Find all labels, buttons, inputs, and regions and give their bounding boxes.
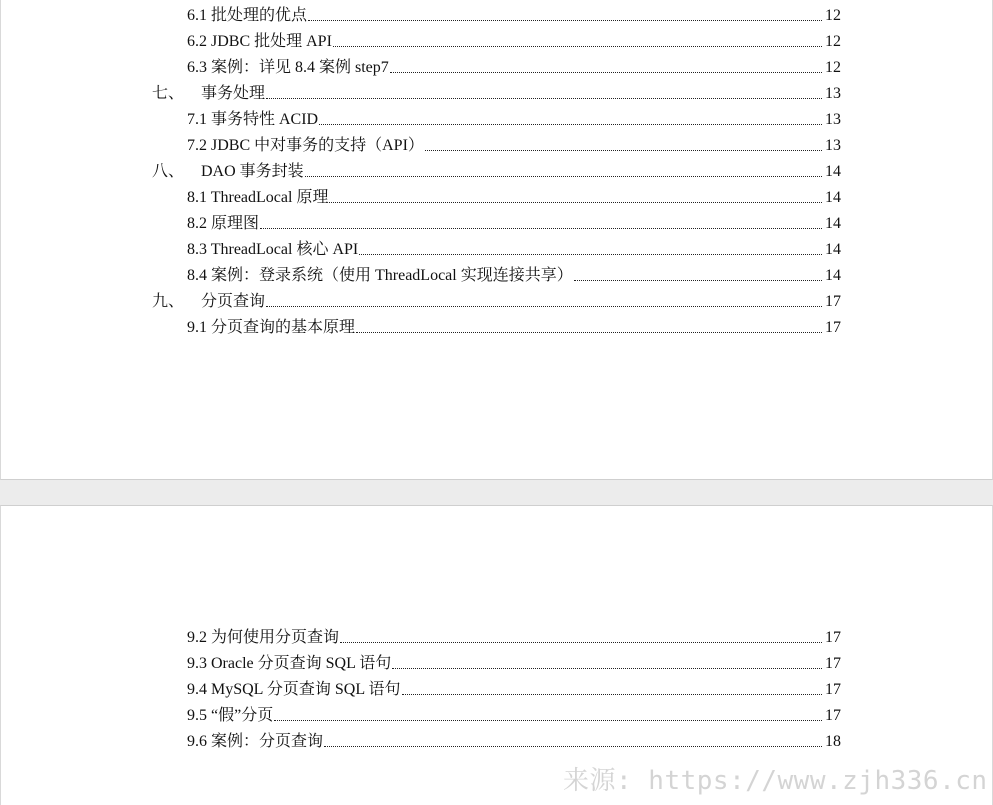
toc-entry[interactable] <box>187 674 841 700</box>
toc-entry-title: 9.1 分页查询的基本原理 <box>187 319 356 336</box>
toc-dot-leader <box>425 150 822 151</box>
toc-entry[interactable] <box>152 156 841 182</box>
toc-entry-title: 事务处理 <box>201 85 266 102</box>
toc-dot-leader <box>260 228 822 229</box>
toc-entry-page-number: 14 <box>825 163 841 180</box>
toc-entry-page-number: 17 <box>825 707 841 724</box>
toc-entry-title: 8.3 ThreadLocal 核心 API <box>187 241 359 258</box>
toc-dot-leader <box>266 98 822 99</box>
toc-entry[interactable] <box>187 26 841 52</box>
toc-entry[interactable] <box>187 234 841 260</box>
toc-entry[interactable] <box>187 726 841 752</box>
toc-entry-title: 8.4 案例：登录系统（使用 ThreadLocal 实现连接共享） <box>187 267 573 284</box>
toc-dot-leader <box>305 176 822 177</box>
toc-entry-page-number: 13 <box>825 85 841 102</box>
toc-entry-page-number: 12 <box>825 7 841 24</box>
toc-entry-page-number: 18 <box>825 733 841 750</box>
toc-entry[interactable] <box>187 648 841 674</box>
toc-entry-title: 9.4 MySQL 分页查询 SQL 语句 <box>187 681 401 698</box>
toc-entry-page-number: 12 <box>825 59 841 76</box>
toc-dot-leader <box>333 46 822 47</box>
toc-entry-title: 8.2 原理图 <box>187 215 260 232</box>
toc-entry-page-number: 13 <box>825 137 841 154</box>
toc-entry-page-number: 12 <box>825 33 841 50</box>
toc-entry-page-number: 14 <box>825 189 841 206</box>
toc-dot-leader <box>308 20 822 21</box>
toc-entry[interactable] <box>187 0 841 26</box>
toc-entry-title: 6.1 批处理的优点 <box>187 7 308 24</box>
toc-entry-page-number: 17 <box>825 629 841 646</box>
toc-entry-title: 9.2 为何使用分页查询 <box>187 629 340 646</box>
toc-entry[interactable] <box>187 130 841 156</box>
toc-entry-number: 七、 <box>152 85 185 102</box>
source-watermark: 来源: https://www.zjh336.cn <box>563 766 988 796</box>
toc-dot-leader <box>266 306 822 307</box>
toc-dot-leader <box>340 642 822 643</box>
toc-entry-title: 7.1 事务特性 ACID <box>187 111 319 128</box>
toc-entry[interactable] <box>187 208 841 234</box>
toc-dot-leader <box>574 280 822 281</box>
toc-dot-leader <box>319 124 822 125</box>
toc-dot-leader <box>324 746 822 747</box>
toc-entry-title: DAO 事务封装 <box>201 163 304 180</box>
toc-dot-leader <box>390 72 822 73</box>
toc-entry-title: 9.5 “假”分页 <box>187 707 274 724</box>
toc-entry[interactable] <box>152 286 841 312</box>
toc-entry-page-number: 14 <box>825 241 841 258</box>
toc-entry-number: 九、 <box>152 293 185 310</box>
toc-entry-title: 分页查询 <box>201 293 266 310</box>
toc-entry[interactable] <box>187 700 841 726</box>
toc-entry-title: 6.3 案例：详见 8.4 案例 step7 <box>187 59 389 76</box>
toc-dot-leader <box>392 668 822 669</box>
toc-entry[interactable] <box>187 182 841 208</box>
toc-entry-title: 7.2 JDBC 中对事务的支持（API） <box>187 137 424 154</box>
toc-dot-leader <box>356 332 822 333</box>
toc-entry-number: 八、 <box>152 163 185 180</box>
toc-entry[interactable] <box>187 260 841 286</box>
toc-entry-page-number: 17 <box>825 319 841 336</box>
toc-entry-page-number: 13 <box>825 111 841 128</box>
toc-entry-title: 9.3 Oracle 分页查询 SQL 语句 <box>187 655 392 672</box>
toc-entry[interactable] <box>187 52 841 78</box>
toc-entry-title: 6.2 JDBC 批处理 API <box>187 33 332 50</box>
toc-entry-page-number: 14 <box>825 267 841 284</box>
toc-entry-title: 8.1 ThreadLocal 原理 <box>187 189 329 206</box>
toc-entry-title: 9.6 案例：分页查询 <box>187 733 324 750</box>
toc-dot-leader <box>402 694 823 695</box>
toc-entry[interactable] <box>152 78 841 104</box>
toc-dot-leader <box>359 254 822 255</box>
toc-entry[interactable] <box>187 622 841 648</box>
toc-dot-leader <box>274 720 822 721</box>
toc-entry-page-number: 14 <box>825 215 841 232</box>
toc-dot-leader <box>329 202 822 203</box>
toc-entry-page-number: 17 <box>825 655 841 672</box>
toc-entry[interactable] <box>187 104 841 130</box>
toc-entry-page-number: 17 <box>825 681 841 698</box>
toc-entry-page-number: 17 <box>825 293 841 310</box>
toc-entry[interactable] <box>187 312 841 338</box>
